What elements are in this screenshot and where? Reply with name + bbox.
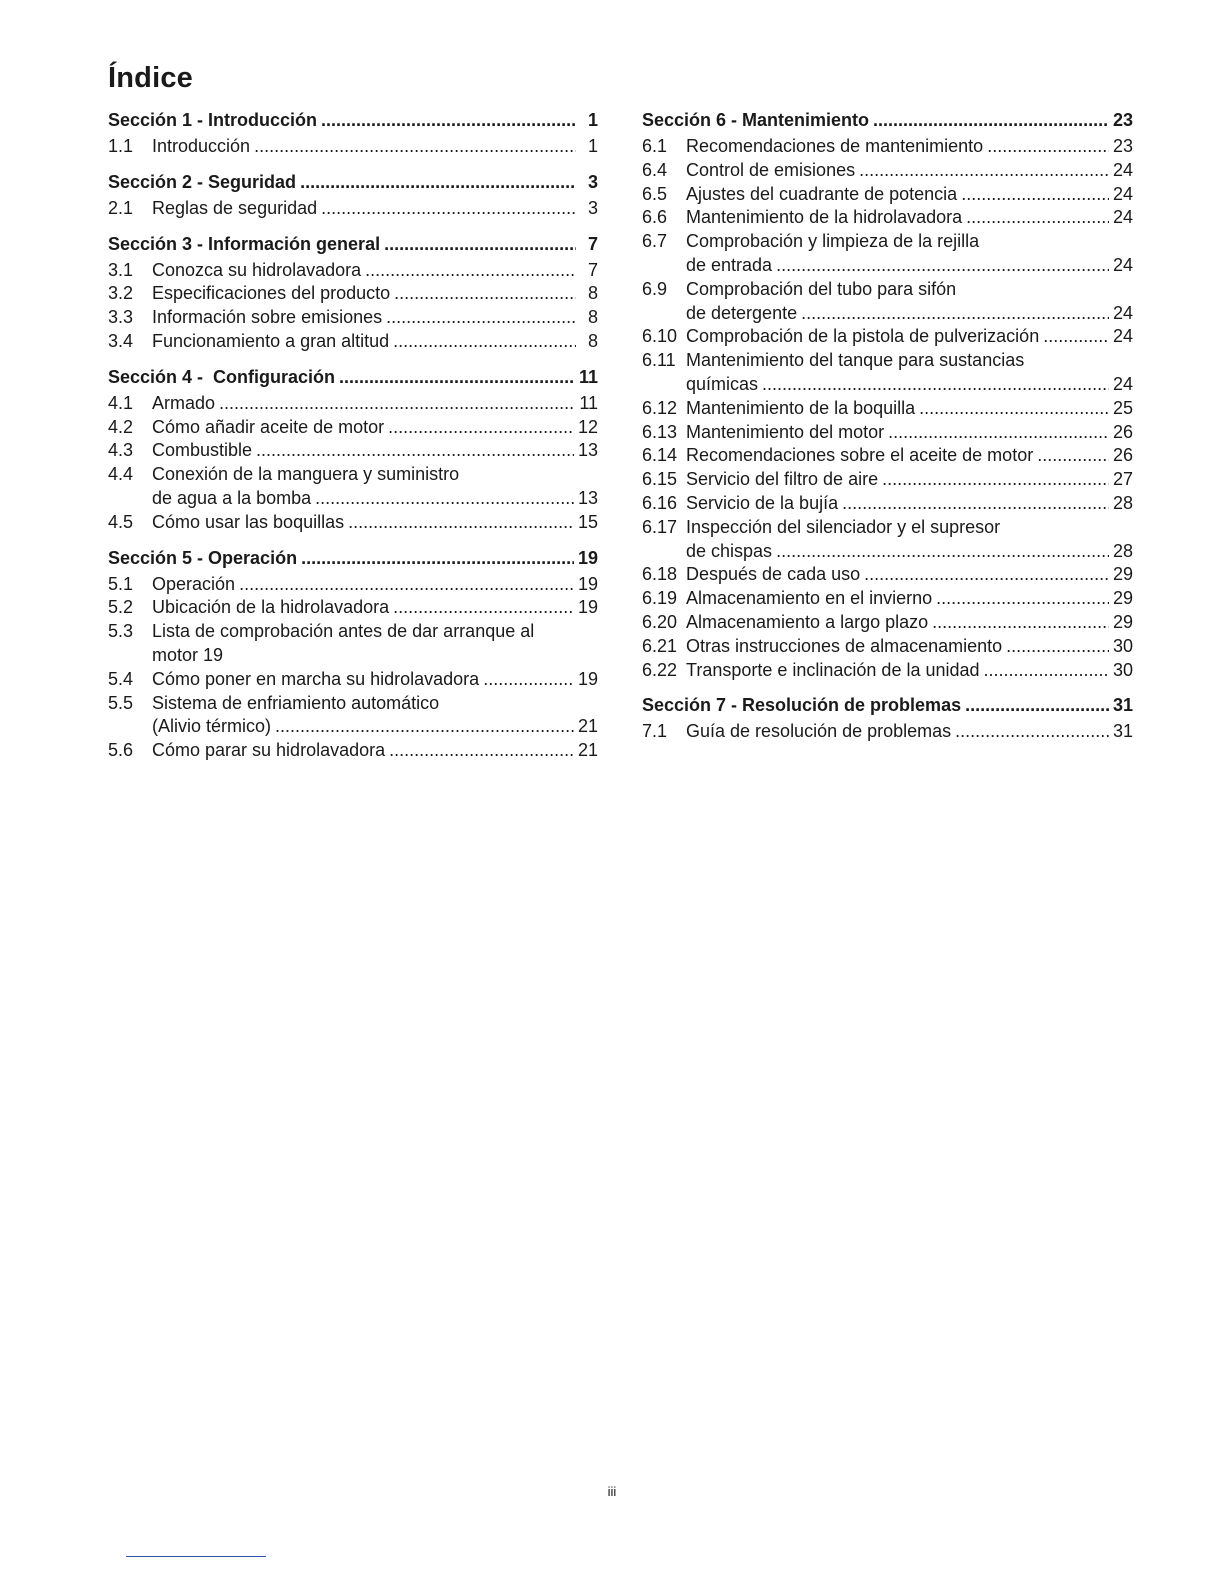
- leader-dots: [388, 416, 574, 440]
- entry-number: 2.1: [108, 197, 134, 218]
- section-page: 1: [587, 110, 598, 130]
- leader-dots: [339, 365, 575, 389]
- toc-section-4[interactable]: [108, 365, 598, 389]
- entry-title: Comprobación de la pistola de pulverización: [686, 326, 1040, 347]
- entry-number: 4.3: [108, 440, 134, 461]
- toc-section-5[interactable]: [108, 546, 598, 570]
- entry-page: 29: [1112, 564, 1133, 585]
- entry-number: 6.19: [642, 588, 678, 609]
- entry-page: 24: [1112, 302, 1133, 323]
- entry-title-line-2: motor 19: [152, 644, 224, 665]
- entry-title: Otras instrucciones de almacenamiento: [686, 635, 1003, 656]
- toc-section-2[interactable]: [108, 170, 598, 194]
- toc-entry-4-5[interactable]: [108, 511, 598, 535]
- toc-entry-5-1[interactable]: [108, 573, 598, 597]
- toc-right-column: [642, 108, 1133, 744]
- entry-title: Guía de resolución de problemas: [686, 721, 952, 742]
- leader-dots: [321, 197, 576, 221]
- toc-entry-6-19[interactable]: [642, 587, 1133, 611]
- entry-page: 21: [577, 716, 598, 737]
- entry-number: 6.17: [642, 516, 678, 537]
- entry-number: 6.5: [642, 183, 668, 204]
- toc-entry-5-5[interactable]: [108, 692, 598, 740]
- toc-entry-6-6[interactable]: [642, 206, 1133, 230]
- entry-title: Mantenimiento de la boquilla: [686, 397, 916, 418]
- toc-entry-6-18[interactable]: [642, 563, 1133, 587]
- entry-title: Mantenimiento de la hidrolavadora: [686, 207, 963, 228]
- entry-page: 11: [579, 392, 598, 413]
- entry-title: Cómo parar su hidrolavadora: [152, 740, 386, 761]
- entry-page: 28: [1112, 492, 1133, 513]
- section-title: Sección 1 - Introducción: [108, 110, 318, 130]
- leader-dots: [389, 739, 574, 763]
- entry-page: 3: [587, 197, 598, 218]
- toc-entry-6-21[interactable]: [642, 635, 1133, 659]
- entry-page: 28: [1112, 540, 1133, 561]
- entry-title-line-2: de detergente: [686, 302, 798, 323]
- entry-page: 24: [1112, 159, 1133, 180]
- entry-number: 6.20: [642, 611, 678, 632]
- leader-dots: [384, 232, 576, 256]
- toc-entry-3-4[interactable]: [108, 330, 598, 354]
- entry-page: 19: [577, 597, 598, 618]
- entry-page: 13: [577, 440, 598, 461]
- section-page: 11: [578, 366, 598, 387]
- toc-section-6[interactable]: [642, 108, 1133, 132]
- leader-dots: [961, 183, 1109, 207]
- leader-dots: [394, 282, 576, 306]
- entry-title-line-1: Comprobación del tubo para sifón: [686, 278, 957, 299]
- toc-entry-5-3[interactable]: [108, 620, 598, 668]
- entry-number: 6.12: [642, 397, 678, 418]
- toc-entry-4-4[interactable]: [108, 463, 598, 511]
- leader-dots: [1043, 325, 1109, 349]
- toc-entry-3-2[interactable]: [108, 282, 598, 306]
- toc-entry-5-2[interactable]: [108, 596, 598, 620]
- entry-number: 6.6: [642, 207, 668, 228]
- entry-page: 24: [1112, 373, 1133, 394]
- footer-divider: [126, 1556, 266, 1557]
- entry-title-line-1: Conexión de la manguera y suministro: [152, 464, 460, 485]
- entry-page: 7: [587, 259, 598, 280]
- toc-entry-6-11[interactable]: [642, 349, 1133, 397]
- toc-entry-6-4[interactable]: [642, 159, 1133, 183]
- section-page: 3: [587, 171, 598, 192]
- toc-entry-4-3[interactable]: [108, 439, 598, 463]
- entry-number: 6.7: [642, 231, 668, 252]
- toc-section-7[interactable]: [642, 693, 1133, 717]
- toc-left-column: [108, 108, 598, 763]
- leader-dots: [386, 306, 576, 330]
- entry-page: 26: [1112, 421, 1133, 442]
- entry-title-line-1: Comprobación y limpieza de la rejilla: [686, 231, 980, 252]
- toc-entry-6-5[interactable]: [642, 183, 1133, 207]
- page-title: Índice: [108, 62, 193, 94]
- entry-page: 30: [1112, 635, 1133, 656]
- entry-title: Reglas de seguridad: [152, 197, 318, 218]
- entry-number: 5.5: [108, 692, 134, 713]
- leader-dots: [776, 254, 1109, 278]
- entry-page: 24: [1112, 183, 1133, 204]
- entry-page: 1: [587, 136, 598, 156]
- leader-dots: [965, 693, 1109, 717]
- entry-title-line-1: Lista de comprobación antes de dar arranque al: [152, 621, 535, 642]
- leader-dots: [315, 487, 574, 511]
- entry-page: 24: [1112, 254, 1133, 275]
- leader-dots: [859, 159, 1109, 183]
- leader-dots: [393, 596, 574, 620]
- entry-page: 24: [1112, 326, 1133, 347]
- entry-title: Recomendaciones de mantenimiento: [686, 136, 984, 156]
- entry-page: 12: [577, 416, 598, 437]
- entry-title-line-1: Mantenimiento del tanque para sustancias: [686, 350, 1025, 371]
- entry-page: 27: [1112, 469, 1133, 490]
- toc-entry-5-6[interactable]: [108, 739, 598, 763]
- toc-entry-6-14[interactable]: [642, 444, 1133, 468]
- toc-entry-6-22[interactable]: [642, 659, 1133, 683]
- entry-title: Recomendaciones sobre el aceite de motor: [686, 445, 1034, 466]
- leader-dots: [254, 135, 576, 159]
- entry-title: Mantenimiento del motor: [686, 421, 885, 442]
- entry-number: 6.1: [642, 136, 668, 156]
- section-page: 7: [587, 233, 598, 254]
- entry-title-line-2: de entrada: [686, 254, 773, 275]
- entry-page: 24: [1112, 207, 1133, 228]
- entry-number: 6.9: [642, 278, 668, 299]
- entry-title: Conozca su hidrolavadora: [152, 259, 362, 280]
- leader-dots: [483, 668, 574, 692]
- toc-entry-5-4[interactable]: [108, 668, 598, 692]
- entry-title-line-2: químicas: [686, 373, 759, 394]
- entry-number: 6.21: [642, 635, 678, 656]
- entry-number: 7.1: [642, 721, 668, 742]
- leader-dots: [1037, 444, 1109, 468]
- leader-dots: [348, 511, 574, 535]
- toc-entry-6-20[interactable]: [642, 611, 1133, 635]
- entry-page: 13: [577, 487, 598, 508]
- entry-number: 4.1: [108, 392, 134, 413]
- section-title: Sección 5 - Operación: [108, 547, 298, 568]
- section-page: 31: [1112, 695, 1133, 716]
- entry-title-line-2: (Alivio térmico): [152, 716, 272, 737]
- entry-title: Ubicación de la hidrolavadora: [152, 597, 390, 618]
- entry-page: 8: [587, 330, 598, 351]
- leader-dots: [936, 587, 1109, 611]
- leader-dots: [393, 330, 576, 354]
- toc-entry-2-1[interactable]: [108, 197, 598, 221]
- section-title: Sección 3 - Información general: [108, 233, 381, 254]
- entry-number: 3.3: [108, 307, 134, 328]
- leader-dots: [932, 611, 1109, 635]
- toc-entry-3-3[interactable]: [108, 306, 598, 330]
- toc-entry-7-1[interactable]: [642, 720, 1133, 744]
- leader-dots: [1006, 635, 1109, 659]
- entry-page: 30: [1112, 659, 1133, 680]
- leader-dots: [762, 373, 1109, 397]
- entry-number: 6.13: [642, 421, 678, 442]
- entry-number: 3.2: [108, 283, 134, 304]
- entry-title-line-1: Sistema de enfriamiento automático: [152, 692, 440, 713]
- toc-entry-6-10[interactable]: [642, 325, 1133, 349]
- entry-title: Almacenamiento a largo plazo: [686, 611, 929, 632]
- entry-number: 5.4: [108, 668, 134, 689]
- leader-dots: [888, 421, 1109, 445]
- entry-title: Armado: [152, 392, 216, 413]
- toc-entry-1-1[interactable]: [108, 135, 598, 159]
- leader-dots: [239, 573, 574, 597]
- leader-dots: [984, 659, 1109, 683]
- entry-number: 4.4: [108, 464, 134, 485]
- entry-number: 5.1: [108, 573, 134, 594]
- entry-page: 21: [577, 740, 598, 761]
- toc-section-3[interactable]: [108, 232, 598, 256]
- entry-title: Combustible: [152, 440, 253, 461]
- entry-number: 6.16: [642, 492, 678, 513]
- leader-dots: [919, 397, 1109, 421]
- entry-title: Servicio del filtro de aire: [686, 469, 879, 490]
- toc-entry-6-17[interactable]: [642, 516, 1133, 564]
- entry-title: Almacenamiento en el invierno: [686, 588, 933, 609]
- leader-dots: [801, 302, 1109, 326]
- entry-number: 3.4: [108, 330, 134, 351]
- toc-entry-4-1[interactable]: [108, 392, 598, 416]
- entry-title: Cómo añadir aceite de motor: [152, 416, 385, 437]
- section-title: Sección 6 - Mantenimiento: [642, 110, 870, 130]
- leader-dots: [966, 206, 1109, 230]
- entry-title-line-1: Inspección del silenciador y el supresor: [686, 516, 1001, 537]
- entry-page: 23: [1112, 136, 1133, 156]
- entry-number: 5.3: [108, 621, 134, 642]
- entry-title-line-2: de agua a la bomba: [152, 487, 312, 508]
- entry-page: 19: [577, 668, 598, 689]
- entry-page: 29: [1112, 611, 1133, 632]
- entry-page: 25: [1112, 397, 1133, 418]
- entry-page: 8: [587, 283, 598, 304]
- entry-number: 4.2: [108, 416, 134, 437]
- toc-entry-6-15[interactable]: [642, 468, 1133, 492]
- leader-dots: [873, 108, 1109, 132]
- entry-title: Ajustes del cuadrante de potencia: [686, 183, 958, 204]
- leader-dots: [301, 546, 574, 570]
- entry-page: 15: [577, 511, 598, 532]
- entry-title: Después de cada uso: [686, 564, 861, 585]
- entry-number: 3.1: [108, 259, 134, 280]
- toc-entry-6-16[interactable]: [642, 492, 1133, 516]
- leader-dots: [987, 135, 1109, 159]
- entry-number: 5.6: [108, 740, 134, 761]
- entry-page: 31: [1112, 721, 1133, 742]
- entry-title: Control de emisiones: [686, 159, 856, 180]
- entry-title: Introducción: [152, 136, 251, 156]
- toc-entry-6-1[interactable]: [642, 135, 1133, 159]
- leader-dots: [842, 492, 1109, 516]
- entry-number: 5.2: [108, 597, 134, 618]
- entry-page: 8: [587, 307, 598, 328]
- section-title: Sección 2 - Seguridad: [108, 171, 297, 192]
- leader-dots: [219, 392, 575, 416]
- leader-dots: [776, 540, 1109, 564]
- entry-number: 6.4: [642, 159, 668, 180]
- entry-number: 6.22: [642, 659, 678, 680]
- entry-title: Operación: [152, 573, 236, 594]
- toc-section-1[interactable]: [108, 108, 598, 132]
- entry-number: 4.5: [108, 511, 134, 532]
- entry-title-line-2: de chispas: [686, 540, 773, 561]
- section-page: 19: [577, 547, 598, 568]
- entry-number: 6.15: [642, 469, 678, 490]
- entry-title: Especificaciones del producto: [152, 283, 391, 304]
- toc-entry-6-12[interactable]: [642, 397, 1133, 421]
- leader-dots: [864, 563, 1109, 587]
- section-title: Sección 4 - Configuración: [108, 366, 336, 387]
- entry-page: 19: [577, 573, 598, 594]
- entry-number: 6.18: [642, 564, 678, 585]
- entry-title: Servicio de la bujía: [686, 492, 839, 513]
- entry-title: Información sobre emisiones: [152, 307, 383, 328]
- leader-dots: [882, 468, 1109, 492]
- entry-title: Transporte e inclinación de la unidad: [686, 659, 980, 680]
- entry-number: 1.1: [108, 136, 134, 156]
- leader-dots: [365, 259, 576, 283]
- leader-dots: [321, 108, 576, 132]
- leader-dots: [955, 720, 1109, 744]
- entry-title: Funcionamiento a gran altitud: [152, 330, 390, 351]
- entry-title: Cómo usar las boquillas: [152, 511, 345, 532]
- toc-entry-4-2[interactable]: [108, 416, 598, 440]
- toc-entry-6-9[interactable]: [642, 278, 1133, 326]
- toc-entry-3-1[interactable]: [108, 259, 598, 283]
- entry-number: 6.11: [642, 350, 676, 371]
- leader-dots: [300, 170, 576, 194]
- section-page: 23: [1112, 110, 1133, 130]
- entry-title: Cómo poner en marcha su hidrolavadora: [152, 668, 480, 689]
- page-number: iii: [607, 1484, 617, 1499]
- leader-dots: [275, 715, 574, 739]
- entry-number: 6.10: [642, 326, 678, 347]
- entry-number: 6.14: [642, 445, 678, 466]
- entry-page: 26: [1112, 445, 1133, 466]
- section-title: Sección 7 - Resolución de problemas: [642, 695, 962, 716]
- entry-page: 29: [1112, 588, 1133, 609]
- toc-entry-6-13[interactable]: [642, 421, 1133, 445]
- toc-entry-6-7[interactable]: [642, 230, 1133, 278]
- leader-dots: [256, 439, 574, 463]
